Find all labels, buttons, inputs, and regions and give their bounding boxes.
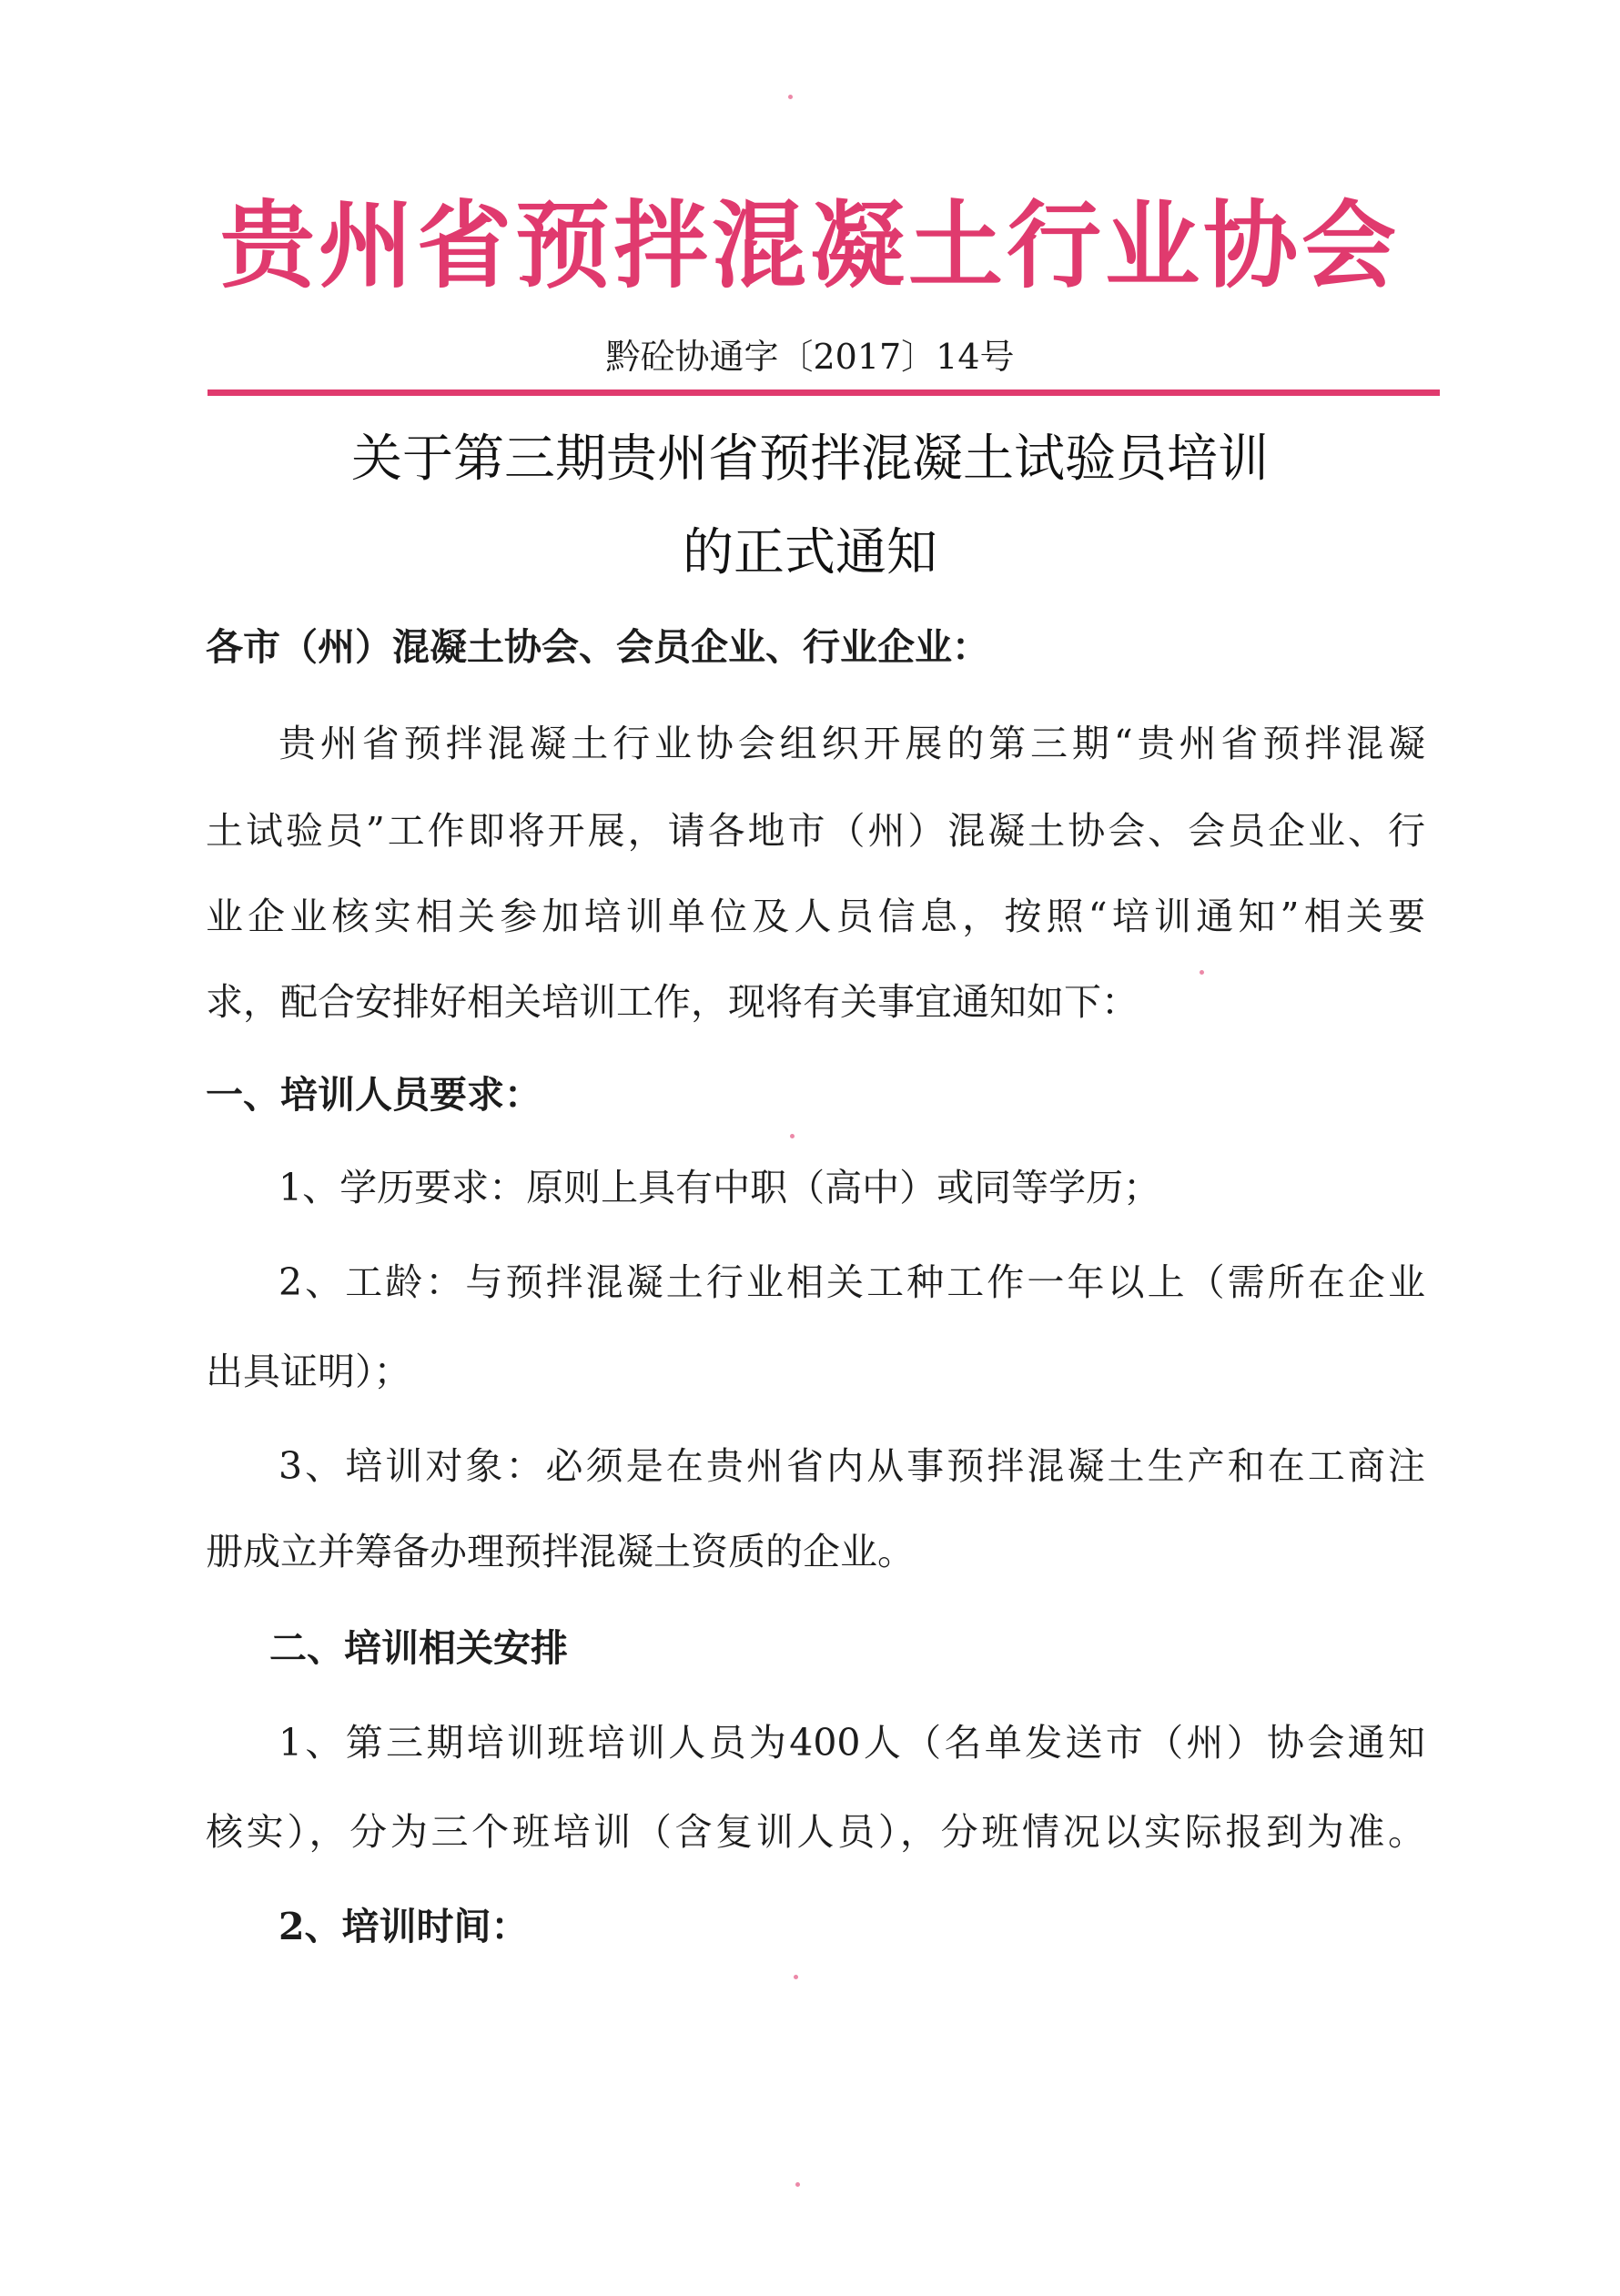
document-number: 黔砼协通字〔2017〕14号 — [605, 337, 1015, 377]
scan-speck — [1200, 970, 1204, 975]
notice-title-line-1: 关于第三期贵州省预拌混凝土试验员培训 — [351, 430, 1269, 489]
red-header-rule — [208, 389, 1440, 396]
arrangement-time: 2、培训时间： — [278, 1905, 529, 1948]
intro-line: 贵州省预拌混凝土行业协会组织开展的第三期“贵州省预拌混凝 — [278, 722, 1425, 765]
section-2-heading: 二、培训相关安排 — [269, 1626, 568, 1670]
intro-line: 土试验员”工作即将开展，请各地市（州）混凝土协会、会员企业、行 — [206, 809, 1425, 853]
scan-speck — [794, 1975, 798, 1979]
arrangement-trainees-line: 核实），分为三个班培训（含复训人员），分班情况以实际报到为准。 — [206, 1810, 1425, 1854]
requirement-target-line: 3、培训对象：必须是在贵州省内从事预拌混凝土生产和在工商注 — [278, 1444, 1425, 1488]
intro-line: 求，配合安排好相关培训工作，现将有关事宜通知如下： — [206, 980, 1139, 1024]
requirement-seniority-line: 2、工龄：与预拌混凝土行业相关工种工作一年以上（需所在企业 — [278, 1260, 1425, 1304]
organization-name: 贵州省预拌混凝土行业协会 — [219, 190, 1400, 301]
notice-title-line-2: 的正式通知 — [683, 523, 937, 582]
scan-speck — [790, 1134, 795, 1138]
section-1-heading: 一、培训人员要求： — [206, 1073, 542, 1117]
requirement-education: 1、学历要求：原则上具有中职（高中）或同等学历； — [278, 1166, 1161, 1209]
salutation: 各市（州）混凝土协会、会员企业、行业企业： — [206, 625, 989, 669]
intro-line: 业企业核实相关参加培训单位及人员信息，按照“培训通知”相关要 — [206, 895, 1425, 938]
requirement-seniority-line: 出具证明）； — [206, 1350, 411, 1393]
arrangement-trainees-line: 1、第三期培训班培训人员为400人（名单发送市（州）协会通知 — [278, 1721, 1425, 1765]
scan-speck — [788, 95, 793, 99]
requirement-target-line: 册成立并筹备办理预拌混凝土资质的企业。 — [206, 1530, 915, 1573]
scan-speck — [795, 2182, 800, 2187]
